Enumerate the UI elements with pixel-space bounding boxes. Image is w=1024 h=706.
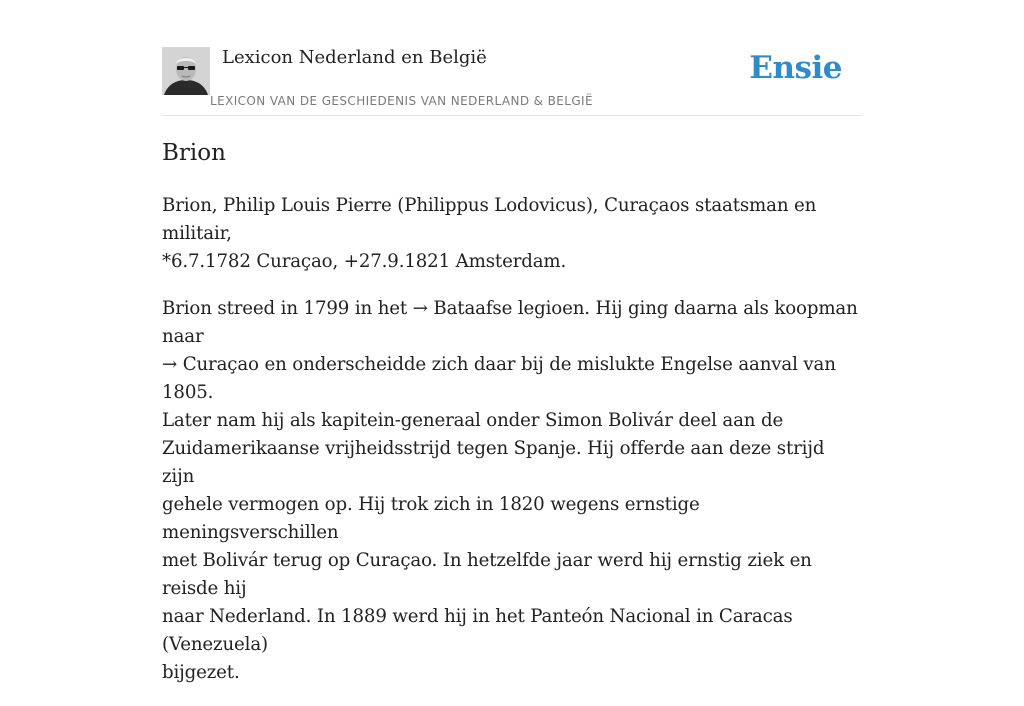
paragraph-text: . Hij ging daarna als koopman naar bbox=[162, 298, 858, 347]
link-curacao[interactable]: → Curaçao bbox=[162, 354, 259, 375]
article-paragraph bbox=[162, 295, 862, 687]
intro-line-2: *6.7.1782 Curaçao, +27.9.1821 Amsterdam. bbox=[162, 251, 567, 272]
page-title: Brion bbox=[162, 140, 226, 166]
source-subtitle: LEXICON VAN DE GESCHIEDENIS VAN NEDERLAND & BELGIË bbox=[210, 94, 593, 108]
header bbox=[162, 44, 862, 116]
intro-line-1: Brion, Philip Louis Pierre (Philippus Lodovicus), Curaçaos staatsman en militair, bbox=[162, 195, 817, 244]
paragraph-text: Brion streed in 1799 in het bbox=[162, 298, 413, 319]
avatar[interactable] bbox=[162, 47, 210, 95]
link-bataafse-legioen[interactable]: → Bataafse legioen bbox=[412, 298, 585, 319]
paragraph-text: en onderscheidde zich daar bij de mislukte Engelse aanval van 1805. Later nam hij als kapitein-generaal onder Simon Bolivár deel aan de Zuidamerikaanse vrijheidsstrijd tegen Spanje. Hij offerde aan deze strijd zijn gehele vermogen op. Hij trok zich in 1820 wegens ernstige meningsverschillen met Bolivár terug op Curaçao. In hetzelfde jaar werd hij ernstig ziek en reisde hij naar Nederland. In 1889 werd hij in het Panteón Nacional in Caracas (Venezuela) bijgezet. bbox=[162, 354, 836, 683]
article-body bbox=[162, 192, 862, 706]
article-intro bbox=[162, 192, 862, 276]
brand-logo[interactable]: Ensie bbox=[749, 50, 842, 86]
source-title[interactable]: Lexicon Nederland en België bbox=[222, 47, 487, 68]
person-portrait-icon bbox=[162, 47, 210, 95]
